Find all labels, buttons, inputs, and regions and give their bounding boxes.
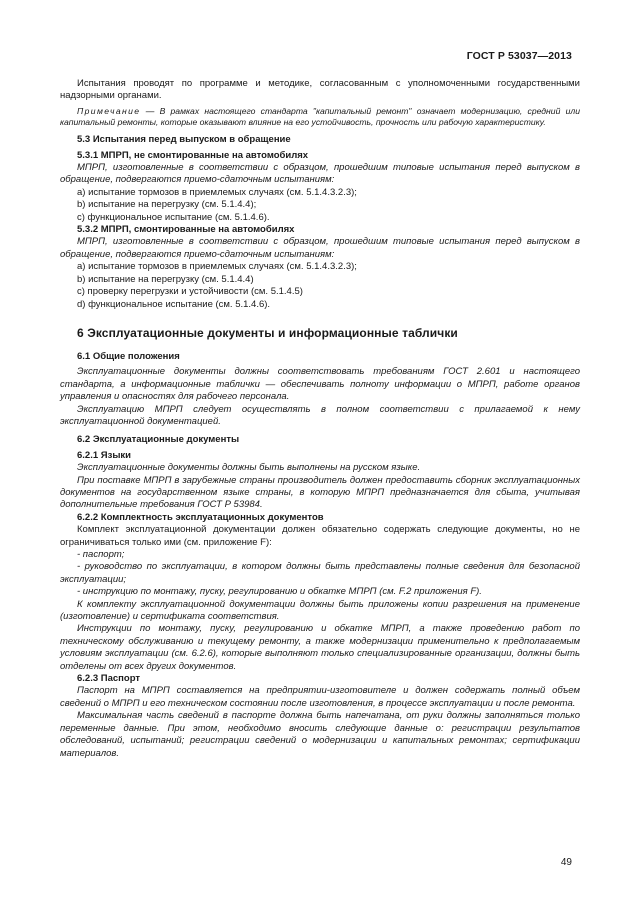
paragraph: Комплект эксплуатационной документации должен обязательно содержать следующие документы, но не ограничиваться только ими (см. приложение F):: [60, 524, 580, 548]
list-item: b) испытание на перегрузку (см. 5.1.4.4): [77, 273, 254, 285]
section-heading-6-2-3: 6.2.3 Паспорт: [77, 673, 141, 685]
list-item: b) испытание на перегрузку (см. 5.1.4.4);: [77, 199, 257, 211]
list-item: c) функциональное испытание (см. 5.1.4.6).: [77, 211, 270, 223]
paragraph: Паспорт на МПРП составляется на предприятии-изготовителе и должен содержать полный объем сведений о МПРП и его техническом состоянии после изготовления, в процессе эксплуатации и после ремонта.: [60, 685, 580, 709]
paragraph: Испытания проводят по программе и методике, согласованным с уполномоченными государственными надзорными органами.: [60, 78, 580, 102]
paragraph: Инструкции по монтажу, пуску, регулированию и обкатке МПРП, а также проведению работ по техническому обслуживанию и текущему ремонту, а также модернизации применительно к предполагаемым условиям эксплуатации (см. 6.2.6), которые выполняют только специализированные организации, должны быть отделены от всех других документов.: [60, 623, 580, 672]
section-heading-6: 6 Эксплуатационные документы и информационные таблички: [77, 325, 458, 340]
section-heading-6-1: 6.1 Общие положения: [77, 350, 180, 362]
paragraph: Эксплуатацию МПРП следует осуществлять в полном соответствии с прилагаемой к нему эксплуатационной документацией.: [60, 403, 580, 427]
paragraph: При поставке МПРП в зарубежные страны производитель должен предоставить сборник эксплуатационных документов на государственном языке страны, в которую МПРП предназначается для сбыта, учитывая дополнительные требования ГОСТ Р 53984.: [60, 474, 580, 511]
paragraph: МПРП, изготовленные в соответствии с образцом, прошедшим типовые испытания перед выпуском в обращение, подвергаются приемо-сдаточным испытаниям:: [60, 236, 580, 260]
note: [60, 106, 580, 128]
paragraph: К комплекту эксплуатационной документации должны быть приложены копии разрешения на применение (изготовление) и сертификата соответствия.: [60, 598, 580, 623]
paragraph: Эксплуатационные документы должны соответствовать требованиям ГОСТ 2.601 и настоящего стандарта, а информационные таблички — обеспечивать полноту информации о МПРП, работе органов управления и опасностях для рабочего персонала.: [60, 366, 580, 403]
paragraph: МПРП, изготовленные в соответствии с образцом, прошедшим типовые испытания перед выпуском в обращение, подвергаются приемо-сдаточным испытаниям:: [60, 162, 580, 186]
section-heading-5-3-2: 5.3.2 МПРП, смонтированные на автомобилях: [77, 224, 295, 236]
list-item: - паспорт;: [77, 549, 125, 560]
section-heading-6-2-2: 6.2.2 Комплектность эксплуатационных документов: [77, 511, 324, 523]
list-item: - инструкцию по монтажу, пуску, регулированию и обкатке МПРП (см. F.2 приложения F).: [77, 586, 482, 598]
section-heading-5-3: 5.3 Испытания перед выпуском в обращение: [77, 134, 291, 146]
section-heading-6-2: 6.2 Эксплуатационные документы: [77, 434, 240, 446]
page-number: 49: [560, 857, 572, 868]
list-item: a) испытание тормозов в приемлемых случаях (см. 5.1.4.3.2.3);: [77, 186, 357, 198]
page-content: [60, 78, 580, 760]
note-label: Примечание: [77, 105, 141, 116]
list-item: - руководство по эксплуатации, в котором должны быть представлены полные сведения для безопасной эксплуатации;: [60, 561, 580, 585]
section-heading-6-2-1: 6.2.1 Языки: [77, 449, 132, 461]
paragraph: Эксплуатационные документы должны быть выполнены на русском языке.: [77, 462, 421, 474]
section-heading-5-3-1: 5.3.1 МПРП, не смонтированные на автомобилях: [77, 149, 309, 161]
document-header: ГОСТ Р 53037—2013: [466, 50, 572, 62]
list-item: d) функциональное испытание (см. 5.1.4.6).: [77, 298, 271, 310]
list-item: c) проверку перегрузки и устойчивости (см. 5.1.4.5): [77, 286, 303, 298]
list-item: a) испытание тормозов в приемлемых случаях (см. 5.1.4.3.2.3);: [77, 261, 357, 273]
note-text: — В рамках настоящего стандарта "капитальный ремонт" означает модернизацию, средний или капитальный ремонты, которые оказывают влияние на его устойчивость, прочность или рабочую характеристику.: [60, 105, 580, 128]
paragraph: Максимальная часть сведений в паспорте должна быть напечатана, от руки должны заполняться только переменные данные. При этом, необходимо вносить следующие данные о: регистрации результатов обследований, испытаний; регистрации сведений о модернизации и капитальных ремонтах; сертификации материалов.: [60, 710, 580, 759]
